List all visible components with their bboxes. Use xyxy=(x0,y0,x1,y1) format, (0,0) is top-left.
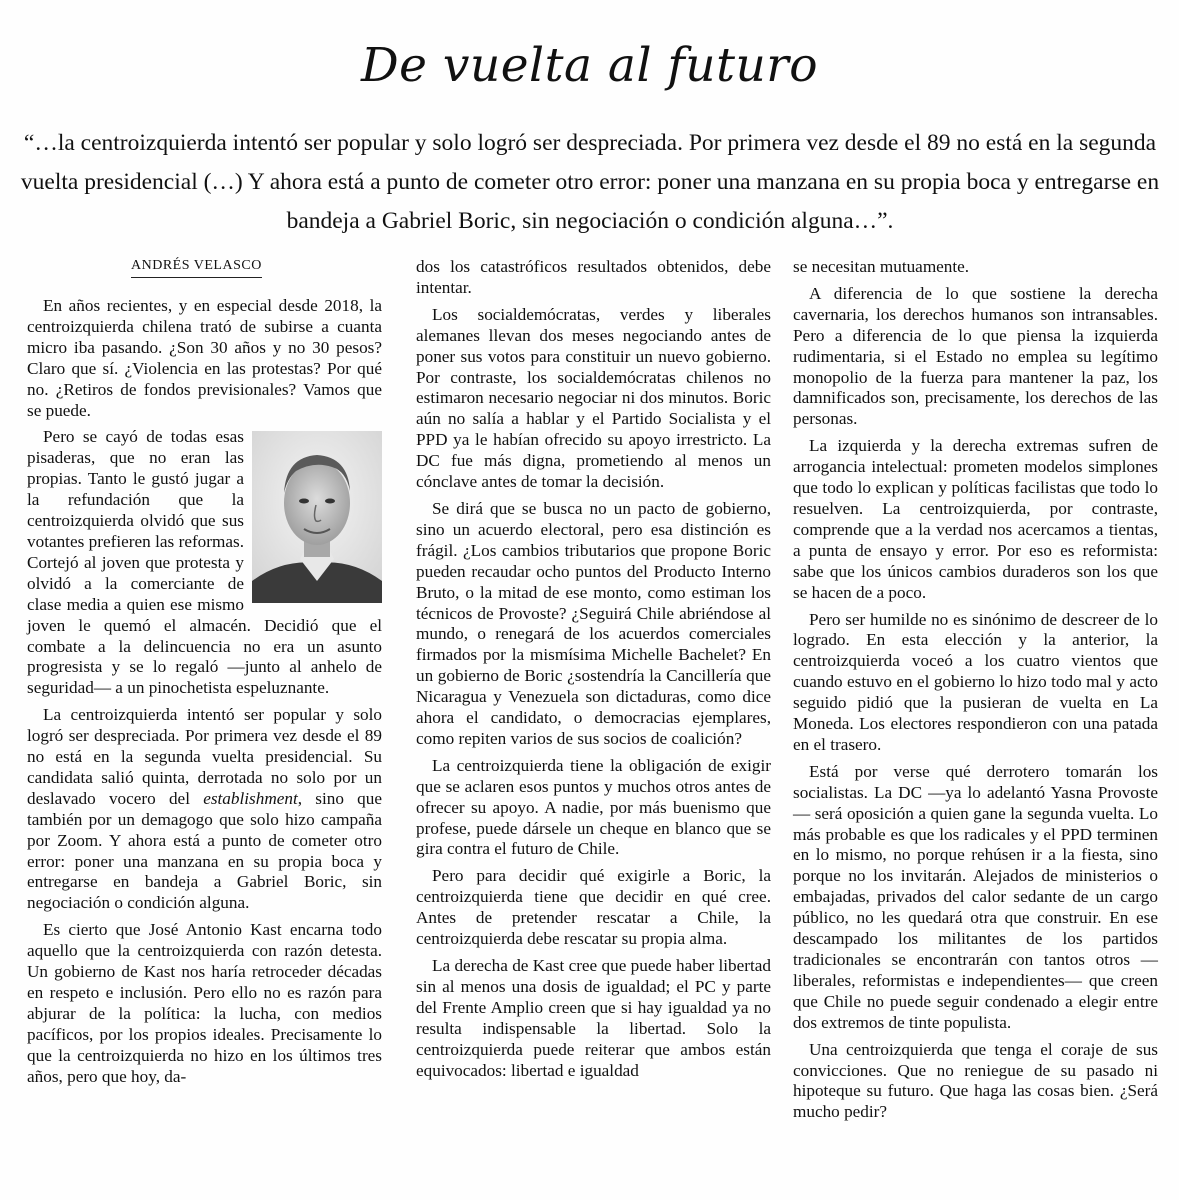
headline: De vuelta al futuro xyxy=(360,38,819,93)
paragraph-text: se necesitan mutuamente. xyxy=(793,257,970,276)
paragraph-text: Es cierto que José Antonio Kast encarna todo aquello que la centroizquierda con razón detesta. Un gobierno de Kast nos haría retroceder décadas en respeto e inclusión. Pero ello no es razón para abjurar de la política: la lucha, con medios pacíficos, por los propios ideales. Precisamente lo que la centroizquierda no hizo en los últimos tres años, pero que hoy, da- xyxy=(27,920,382,1086)
paragraph-text: La centroizquierda tiene la obligación de exigir que se aclaren esos puntos y muchos otros antes de ofrecer su apoyo. A nadie, por más buenismo que profese, puede dársele un cheque en blanco que se gira contra el futuro de Chile. xyxy=(416,755,771,859)
paragraph xyxy=(416,756,771,861)
paragraph-text: Los socialdemócratas, verdes y liberales alemanes llevan dos meses negociando antes de poner sus votos para constituir un nuevo gobierno. Por contraste, los socialdemócratas chilenos no estimaron necesario negociar ni dos minutos. Boric aún no salía a hablar y el Partido Socialista y el PPD ya le habían ofrecido su apoyo irrestricto. La DC fue más digna, prometiendo al menos un cónclave antes de tomar la decisión. xyxy=(416,304,771,492)
paragraph xyxy=(416,499,771,750)
paragraph xyxy=(793,284,1158,430)
author-name: ANDRÉS VELASCO xyxy=(131,256,262,278)
article-column-3 xyxy=(793,257,1158,1129)
paragraph xyxy=(416,305,771,493)
pull-quote: “…la centroizquierda intentó ser popular y solo logró ser despreciada. Por primera vez desde el 89 no está en la segunda vuelta presidencial (…) Y ahora está a punto de cometer otro error: poner una manzana en su propia boca y entregarse en bandeja a Gabriel Boric, sin negociación o condición alguna…”. xyxy=(20,130,1160,234)
paragraph-text: Pero ser humilde no es sinónimo de descreer de lo logrado. En esta elección y la anterior, la centroizquierda voceó a los cuatro vientos que cuando estuvo en el gobierno lo hizo todo mal y acto seguido pidió que la pusieran de vuelta en La Moneda. Los electores respondieron con una patada en el trasero. xyxy=(793,609,1158,754)
paragraph xyxy=(793,436,1158,603)
paragraph-text: Una centroizquierda que tenga el coraje de sus convicciones. Que no reniegue de su pasado ni hipoteque su futuro. Que haga las cosas bien. ¿Será mucho pedir? xyxy=(793,1039,1158,1122)
paragraph-text: La centroizquierda intentó ser popular y solo logró ser despreciada. Por primera vez desde el 89 no está en la segunda vuelta presidencial. Su candidata salió quinta, derrotada no solo por un deslavado vocero del establishment, sino que también por un demagogo que solo hizo campaña por Zoom. Y ahora está a punto de cometer otro error: poner una manzana en su propia boca y entregarse en bandeja a Gabriel Boric, sin negociación o condición alguna. xyxy=(27,705,382,913)
paragraph-text: Está por verse qué derrotero tomarán los socialistas. La DC —ya lo adelantó Yasna Provoste— será oposición a quien gane la segunda vuelta. Lo más probable es que los radicales y el PPD terminen en lo mismo, no porque rehúsen ir a la fiesta, sino porque no los invitarán. Alejados de ministerios o embajadas, privados del calor sedante de un cargo público, no les quedará otra que construir. En ese descampado los militantes de los partidos tradicionales se encontrarán con tantos otros —liberales, reformistas e independientes— que creen que Chile no puede seguir condenado a elegir entre dos extremos de tinte populista. xyxy=(793,761,1158,1032)
paragraph xyxy=(416,956,771,1081)
byline xyxy=(27,256,382,274)
paragraph-text: Pero para decidir qué exigirle a Boric, la centroizquierda tiene que decidir en qué cree. Antes de pretender rescatar a Chile, la centroizquierda debe rescatar su propia alma. xyxy=(416,866,771,949)
author-portrait xyxy=(252,431,382,603)
paragraph-text: En años recientes, y en especial desde 2018, la centroizquierda chilena trató de subirse a cuanta micro iba pasando. ¿Son 30 años y no 30 pesos? Claro que sí. ¿Violencia en las protestas? Por qué no. ¿Retiros de fondos previsionales? Vamos que se puede. xyxy=(27,296,382,420)
paragraph xyxy=(793,257,1158,278)
article-column-1 xyxy=(27,256,382,1094)
paragraph-text: La derecha de Kast cree que puede haber libertad sin al menos una dosis de igualdad; el PC y parte del Frente Amplio creen que si hay igualdad ya no resulta indispensable la libertad. Solo la centroizquierda puede reiterar que ambos están equivocados: libertad e igualdad xyxy=(416,956,771,1080)
paragraph-text: A diferencia de lo que sostiene la derecha cavernaria, los derechos humanos son intransables. Pero a diferencia de lo que piensa la izquierda rudimentaria, si el Estado no emplea su legítimo monopolio de la fuerza para mantener la paz, los damnificados son, precisamente, los derechos de las personas. xyxy=(793,283,1158,429)
italic-term: establishment xyxy=(203,788,298,808)
paragraph xyxy=(416,866,771,950)
paragraph xyxy=(416,257,771,299)
paragraph xyxy=(27,705,382,914)
paragraph-text: Pero se cayó de todas esas pisaderas, que no eran las propias. Tanto le gustó jugar a la refundación que la centroizquierda olvidó que sus votantes prefieren las reformas. Cortejó al joven que protesta y olvidó a la comerciante de clase media a quien ese mismo joven le quemó el almacén. Decidió que el combate a la delincuencia no era un asunto progresista y se lo regaló —junto al anhelo de seguridad— a un pinochetista espeluznante. xyxy=(27,427,382,698)
paragraph-text: La izquierda y la derecha extremas sufren de arrogancia intelectual: prometen modelos simplones que todo lo explican y políticas facilistas que todo lo resuelven. La centroizquierda, por contraste, comprende que a la verdad nos acercamos a tientas, a punta de ensayo y error. Por eso es reformista: sabe que los únicos cambios duraderos son los que se hacen de a poco. xyxy=(793,436,1158,602)
paragraph-text: Se dirá que se busca no un pacto de gobierno, sino un acuerdo electoral, pero esa distinción es frágil. ¿Los cambios tributarios que propone Boric pueden recaudar ocho puntos del Producto Interno Bruto, o la mitad de ese monto, como estiman los técnicos de Provoste? ¿Seguirá Chile abriéndose al mundo, o renegará de los acuerdos comerciales firmados por la mismísima Michelle Bachelet? En un gobierno de Boric ¿sostendría la Cancillería que Nicaragua y Venezuela son dictaduras, como dice ahora el candidato, o democracias ejemplares, como repiten varios de sus socios de coalición? xyxy=(416,498,771,748)
paragraph xyxy=(793,610,1158,756)
paragraph xyxy=(793,762,1158,1034)
paragraph xyxy=(793,1040,1158,1124)
article-column-2 xyxy=(416,257,771,1087)
paragraph xyxy=(27,296,382,421)
paragraph-text: dos los catastróficos resultados obtenidos, debe intentar. xyxy=(416,257,771,297)
paragraph xyxy=(27,920,382,1087)
author-portrait-image xyxy=(252,431,382,603)
